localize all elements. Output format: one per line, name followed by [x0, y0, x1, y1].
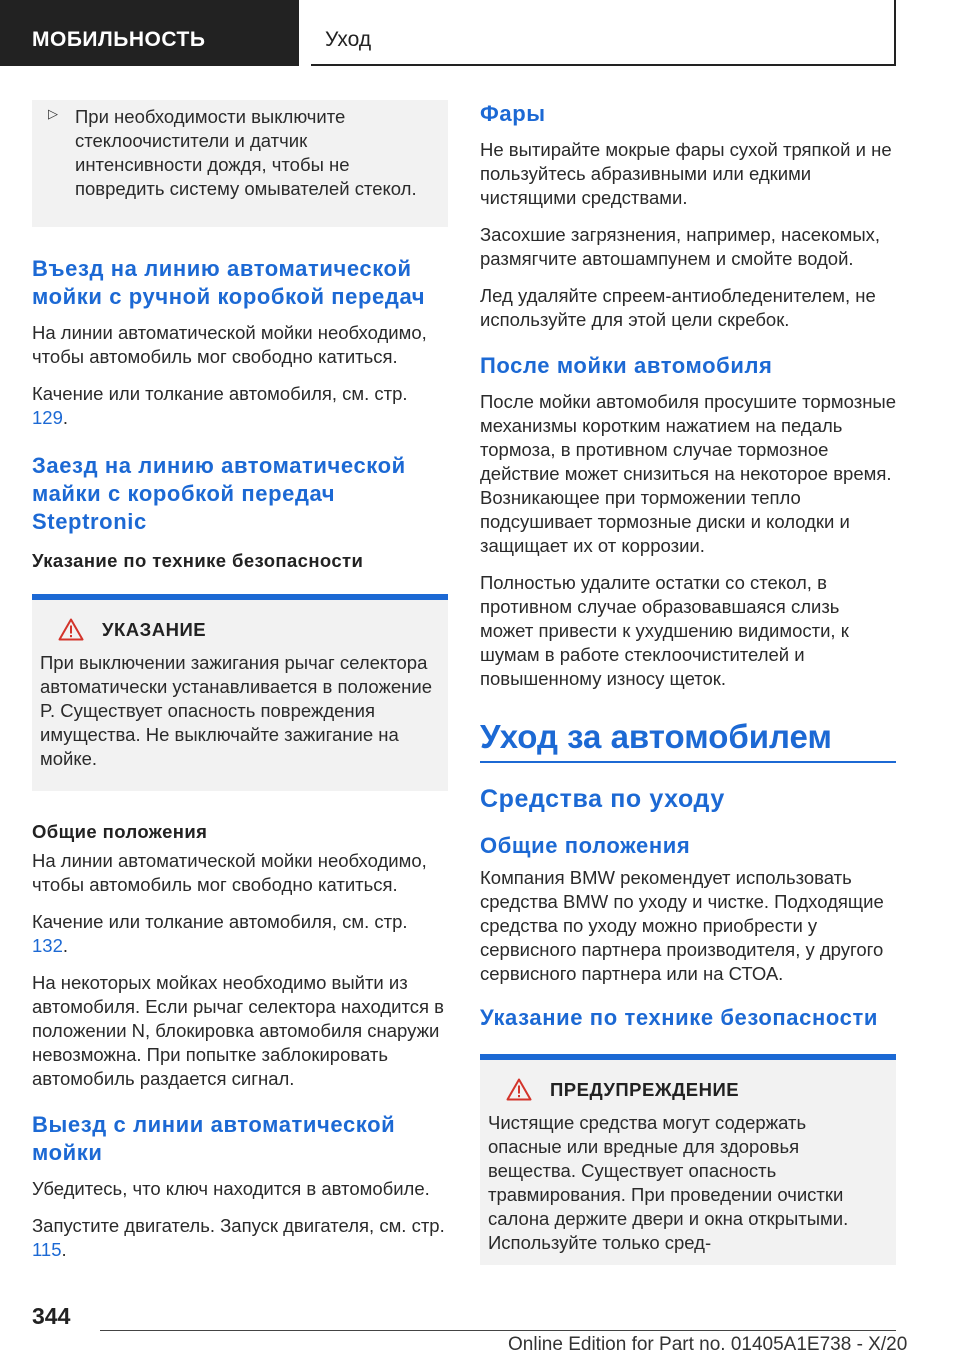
page-link-115[interactable]: 115	[32, 1239, 62, 1260]
warning-box	[480, 1054, 896, 1265]
heading-general-left: Общие положения	[32, 821, 208, 842]
page-link-129[interactable]: 129	[32, 407, 63, 428]
paragraph-exit-2: Запустите двигатель. Запуск двигателя, см. стр. 115.	[32, 1215, 445, 1260]
notice-title: УКАЗАНИЕ	[102, 618, 207, 640]
header-section-tab	[0, 0, 299, 66]
paragraph-general-1: На линии автоматической мойки необходимо, чтобы автомобиль мог свободно катиться.	[32, 850, 427, 895]
heading-steptronic: Заезд на линию автоматической майки с коробкой передач Steptronic	[32, 453, 406, 534]
paragraph-general-2-text: Качение или толкание автомобиля, см. стр.	[32, 911, 408, 932]
triangle-marker-icon: ▷	[48, 106, 58, 121]
heading-safety-right: Указание по технике безопасности	[480, 1005, 878, 1030]
heading-general-right: Общие положения	[480, 833, 691, 858]
footer-divider	[100, 1330, 896, 1331]
paragraph-manual-1: На линии автоматической мойки необходимо, чтобы автомобиль мог свободно катиться.	[32, 322, 427, 367]
paragraph-general-right: Компания BMW рекомендует использовать средства BMW по уходу и чистке. Подходящие средства по уходу можно приобрести у сервисного партнера производителя, у другого сервисного партнера или на СТОА.	[480, 867, 884, 984]
warning-triangle-icon	[488, 1078, 550, 1101]
warning-text: Чистящие средства могут содержать опасные или вредные для здоровья вещества. Существует опасность травмирования. При проведении очистки салона держите двери и окна открытыми. Используйте только сред-	[488, 1112, 849, 1253]
paragraph-exit-1: Убедитесь, что ключ находится в автомобиле.	[32, 1178, 430, 1199]
warning-title: ПРЕДУПРЕЖДЕНИЕ	[550, 1078, 740, 1100]
note-text: При необходимости выключите стеклоочистители и датчик интенсивности дождя, чтобы не повредить систему омывателей стекол.	[75, 106, 417, 199]
heading-safety-left: Указание по технике безопасности	[32, 550, 364, 571]
paragraph-after-2: Полностью удалите остатки со стекол, в противном случае образовавшаяся слизь может привести к ухудшению видимости, к шумам в работе стеклоочистителей и повышенному износу щеток.	[480, 572, 849, 689]
heading-after-wash: После мойки автомобиля	[480, 353, 773, 378]
heading-care-products: Средства по уходу	[480, 785, 725, 813]
header-section-label: МОБИЛЬНОСТЬ	[32, 28, 206, 51]
info-note	[32, 100, 448, 227]
page-number: 344	[32, 1303, 71, 1329]
paragraph-manual-2-text: Качение или толкание автомобиля, см. стр.	[32, 383, 408, 404]
header-subsection-label: Уход	[325, 28, 372, 51]
header-subsection	[311, 0, 896, 66]
left-column	[32, 100, 448, 1275]
notice-text: При выключении зажигания рычаг селектора автоматически устанавливается в положение P. Существует опасность повреждения имущества. Не выключайте зажигание на мойке.	[40, 652, 433, 769]
heading-manual-gearbox: Въезд на линию автоматической мойки с ручной коробкой передач	[32, 256, 426, 309]
heading-vehicle-care: Уход за автомобилем	[480, 717, 896, 763]
paragraph-headlights-1: Не вытирайте мокрые фары сухой тряпкой и не пользуйтесь абразивными или едкими чистящими средствами.	[480, 139, 892, 208]
paragraph-headlights-3: Лед удаляйте спреем-антиобледенителем, не используйте для этой цели скребок.	[480, 285, 876, 330]
right-column	[480, 100, 896, 1287]
warning-triangle-icon	[40, 618, 102, 641]
paragraph-general-2: Качение или толкание автомобиля, см. стр. 132.	[32, 911, 408, 956]
paragraph-manual-2: Качение или толкание автомобиля, см. стр. 129.	[32, 383, 408, 428]
paragraph-headlights-2: Засохшие загрязнения, например, насекомых, размягчите автошампунем и смойте водой.	[480, 224, 881, 269]
paragraph-after-1: После мойки автомобиля просушите тормозные механизмы коротким нажатием на педаль тормоза, в противном случае тормозное действие может снизиться на некоторое время. Возникающее при торможении тепло подсушивает тормозные диски и колодки и защищает их от коррозии.	[480, 391, 897, 556]
heading-headlights: Фары	[480, 101, 546, 126]
page-link-132[interactable]: 132	[32, 935, 63, 956]
paragraph-general-3: На некоторых мойках необходимо выйти из автомобиля. Если рычаг селектора находится в положении N, блокировка автомобиля снаружи невозможна. При попытке заблокировать автомобиль раздается сигнал.	[32, 972, 444, 1089]
paragraph-exit-2-text: Запустите двигатель. Запуск двигателя, см. стр.	[32, 1215, 445, 1236]
notice-box	[32, 594, 448, 791]
heading-exit-wash: Выезд с линии автоматической мойки	[32, 1112, 396, 1165]
footer-edition: Online Edition for Part no. 01405A1E738 - X/20	[508, 1334, 908, 1355]
